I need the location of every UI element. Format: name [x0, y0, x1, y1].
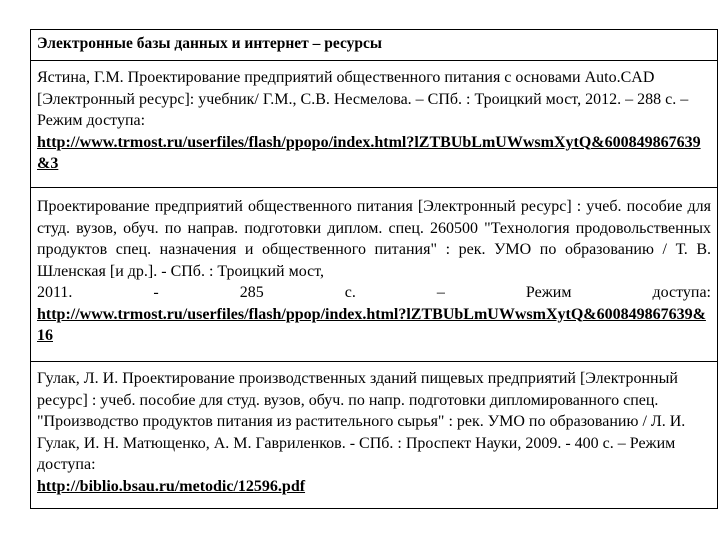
resource-entry-1 [31, 61, 717, 188]
table-title: Электронные базы данных и интернет – ресурсы [37, 35, 383, 52]
entry-2-citation-tail: 2011. - 285 с. – Режим доступа: [37, 284, 711, 301]
table-header [31, 30, 717, 61]
entry-2-citation: Проектирование предприятий общественного питания [Электронный ресурс] : учеб. пособие для студ. вузов, обуч. по направ. подготовки диплом. спец. 260500 "Технология продовольственных продуктов спец. назначения и общественного питания" : рек. УМО по образованию / Т. В. Шленская [и др.]. - СПб. : Троицкий мост, [37, 198, 711, 280]
entry-1-link[interactable]: http://www.trmost.ru/userfiles/flash/ppopo/index.html?lZTBUbLmUWwsmXytQ&600849867639&3 [37, 133, 701, 172]
entry-2-link[interactable]: http://www.trmost.ru/userfiles/flash/ppop/index.html?lZTBUbLmUWwsmXytQ&600849867639&16 [37, 305, 706, 344]
entry-3-link[interactable]: http://biblio.bsau.ru/metodic/12596.pdf [37, 477, 306, 495]
resource-entry-2 [31, 188, 717, 362]
resources-table [30, 29, 718, 509]
resource-entry-3 [31, 362, 717, 508]
entry-3-citation: Гулак, Л. И. Проектирование производственных зданий пищевых предприятий [Электронный ресурс] : учеб. пособие для студ. вузов, обуч. по напр. подготовки дипломированного спец. "Производство продуктов питания из растительного сырья" : рек. УМО по образованию / Л. И. Гулак, И. Н. Матющенко, А. М. Гавриленков. - СПб. : Проспект Науки, 2009. - 400 с. – Режим доступа: [37, 370, 686, 473]
entry-1-citation: Ястина, Г.М. Проектирование предприятий общественного питания с основами Auto.CAD [Электронный ресурс]: учебник/ Г.М., С.В. Несмелова. – СПб. : Троицкий мост, 2012. – 288 с. – Режим доступа: [37, 69, 689, 129]
